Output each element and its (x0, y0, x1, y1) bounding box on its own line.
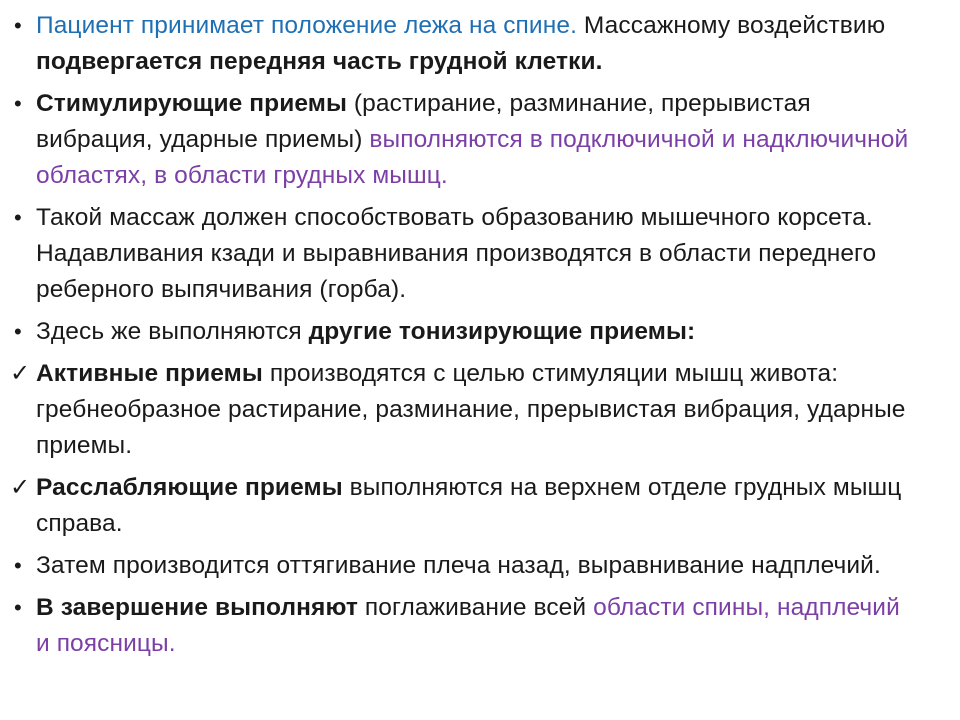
text-segment: Здесь же выполняются (36, 318, 309, 345)
text-segment: Стимулирующие приемы (36, 90, 348, 117)
list-item-text (36, 12, 885, 75)
text-segment: Такой массаж должен способствовать образованию мышечного корсета. Надавливания кзади и выравнивания производятся в области переднего реберного выпячивания (горба). (36, 204, 877, 303)
list-item-text (36, 552, 881, 579)
list-item (12, 356, 920, 464)
text-segment: области спины, надплечий и поясницы. (36, 594, 900, 657)
text-segment: производятся с целью стимуляции мышц живота: гребнеобразное растирание, разминание, прерывистая вибрация, ударные приемы. (36, 360, 906, 459)
text-segment: В завершение выполняют (36, 594, 358, 621)
list-item (12, 314, 920, 350)
text-segment: подвергается передняя часть грудной клетки. (36, 48, 603, 75)
bullet-icon: • (14, 91, 22, 116)
text-segment: выполняются в подключичной и надключичной областях, в области грудных мышц. (36, 126, 909, 189)
text-segment: Расслабляющие приемы (36, 474, 343, 501)
checkmark-icon: ✓ (10, 474, 31, 501)
bullet-icon: • (14, 205, 22, 230)
text-segment: Массажному воздействию (576, 12, 886, 39)
text-segment: Активные приемы (36, 360, 263, 387)
list-item (12, 548, 920, 584)
text-segment: Пациент принимает положение лежа на спине. (36, 12, 577, 39)
list-item-text (36, 360, 906, 459)
list-item (12, 8, 920, 80)
list-item-text (36, 594, 900, 657)
bullet-icon: • (14, 553, 22, 578)
text-segment: выполняются на верхнем отделе грудных мышц справа. (36, 474, 902, 537)
list-item-text (36, 474, 901, 537)
list-item-text (36, 90, 908, 189)
list-item (12, 590, 920, 662)
list-item-text (36, 204, 876, 303)
checkmark-icon: ✓ (10, 360, 31, 387)
bullet-icon: • (14, 595, 22, 620)
text-segment: (растирание, разминание, прерывистая вибрация, ударные приемы) (36, 90, 811, 153)
text-segment: другие тонизирующие приемы: (308, 318, 696, 345)
bullet-icon: • (14, 319, 22, 344)
list-item (12, 200, 920, 308)
bullet-icon: • (14, 13, 22, 38)
text-segment: Затем производится оттягивание плеча назад, выравнивание надплечий. (36, 552, 881, 579)
list-item-text (36, 318, 695, 345)
bullet-list (12, 8, 920, 662)
list-item (12, 86, 920, 194)
text-segment: поглаживание всей (357, 594, 594, 621)
list-item (12, 470, 920, 542)
